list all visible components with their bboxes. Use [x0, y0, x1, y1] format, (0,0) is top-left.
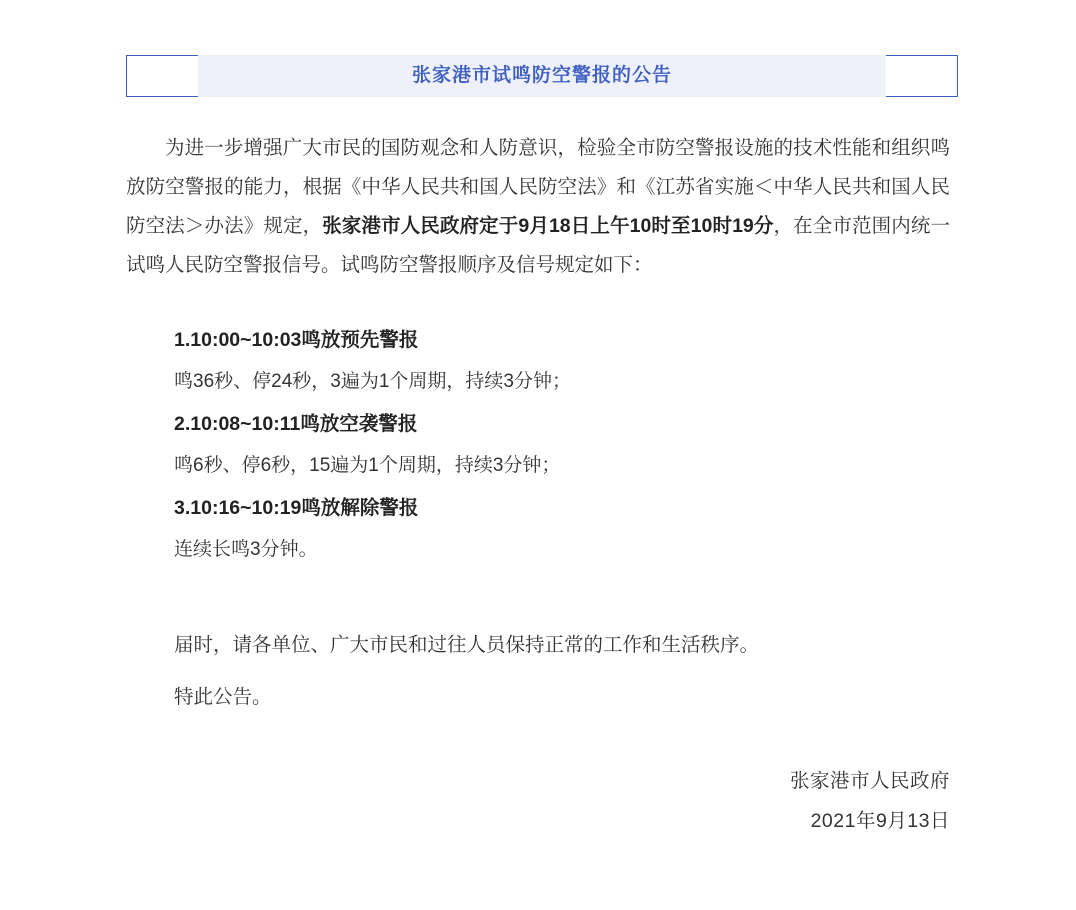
intro-paragraph: [126, 129, 950, 285]
page-title: 张家港市试鸣防空警报的公告: [411, 65, 672, 86]
list-item-detail: 鸣36秒、停24秒，3遍为1个周期，持续3分钟；: [174, 371, 571, 392]
signature-block: [0, 761, 950, 841]
signature-issuer: 张家港市人民政府: [789, 770, 950, 792]
document-body: [126, 129, 950, 723]
signal-schedule-list: [174, 319, 950, 571]
intro-part-1: 为进一步增强广大市民的国防观念和人防意识，检验全市防空警报设施的技术性能和组织鸣放防空警报的能力，根据《中华人民共和国人民防空法》和《江苏省实施＜中华人民共和国人民防空法＞办法》规定，: [126, 137, 950, 237]
list-item-heading: 1.10:00~10:03鸣放预先警报: [174, 329, 419, 351]
document-title-banner: [0, 55, 1076, 101]
decorative-bracket-left: [126, 55, 198, 97]
list-item-heading: 2.10:08~10:11鸣放空袭警报: [174, 413, 418, 435]
decorative-bracket-right: [886, 55, 958, 97]
intro-part-2: ，在全市范围内统一试鸣人民防空警报信号。试鸣防空警报顺序及信号规定如下：: [126, 215, 950, 276]
document-page: [0, 55, 1076, 910]
intro-highlight: 张家港市人民政府定于9月18日上午10时至10时19分: [322, 215, 774, 237]
closing-notice: 届时，请各单位、广大市民和过往人员保持正常的工作和生活秩序。: [174, 634, 760, 656]
signature-date: 2021年9月13日: [810, 810, 950, 832]
closing-section: [126, 619, 950, 723]
list-item-detail: 鸣6秒、停6秒，15遍为1个周期，持续3分钟；: [174, 455, 561, 476]
closing-declaration: 特此公告。: [174, 686, 272, 708]
list-item-heading: 3.10:16~10:19鸣放解除警报: [174, 497, 419, 519]
list-item-detail: 连续长鸣3分钟。: [174, 539, 318, 560]
